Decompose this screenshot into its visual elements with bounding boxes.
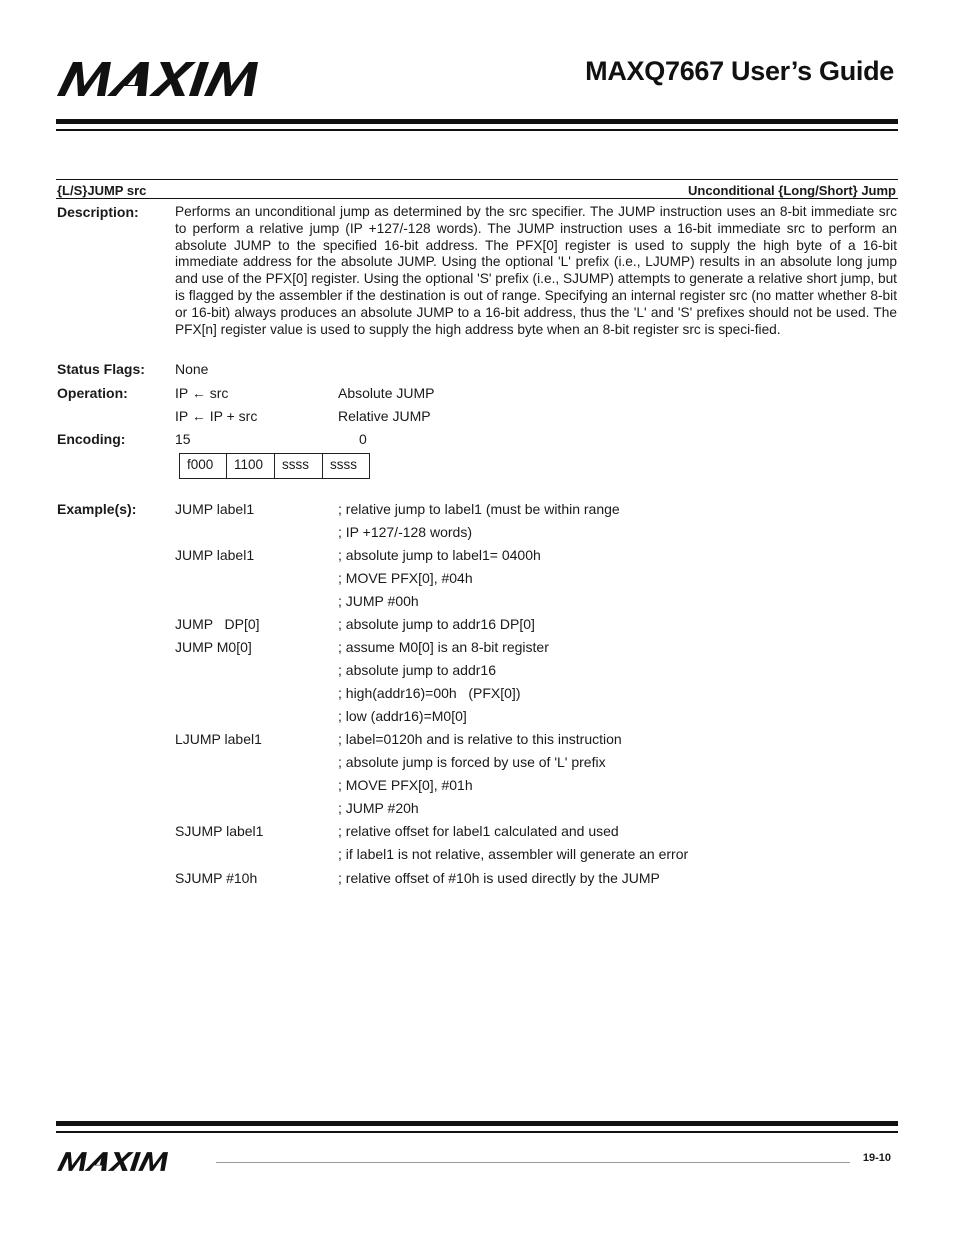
example-comment: ; JUMP #20h xyxy=(338,800,419,816)
operation-label: Operation: xyxy=(57,385,128,401)
description-text: Performs an unconditional jump as determined by the src specifier. The JUMP instruction uses an 8-bit immediate src to perform a relative jump (IP +127/-128 words). The JUMP instruction uses a 16-bit immediate src to perform an absolute JUMP to the specified 16-bit address. The PFX[0] register is used to supply the high byte of a 16-bit immediate address for the absolute JUMP. Using the optional 'L' prefix (i.e., LJUMP) results in an absolute long jump and use of the PFX[0] register. Using the optional 'S' prefix (i.e., SJUMP) attempts to generate a relative short jump, but is flagged by the assembler if the destination is out of range. Specifying an internal register src (no matter whether 8-bit or 16-bit) always produces an absolute JUMP to a 16-bit address, thus the 'L' and 'S' prefixes should not be used. The PFX[n] register value is used to supply the high address byte when an 8-bit register src is speci-fied. xyxy=(175,204,897,337)
maxim-footer-logo xyxy=(57,1152,205,1171)
example-code: SJUMP #10h xyxy=(175,870,258,886)
instruction-bottom-rule xyxy=(56,198,898,199)
example-comment: ; MOVE PFX[0], #04h xyxy=(338,570,473,586)
operation-note: Relative JUMP xyxy=(338,408,431,424)
example-code: LJUMP label1 xyxy=(175,731,262,747)
encoding-msb: 15 xyxy=(175,431,191,447)
example-comment: ; high(addr16)=00h (PFX[0]) xyxy=(338,685,521,701)
example-comment: ; absolute jump to addr16 xyxy=(338,662,496,678)
description-label: Description: xyxy=(57,204,139,220)
example-code: JUMP M0[0] xyxy=(175,639,252,655)
instruction-name: Unconditional {Long/Short} Jump xyxy=(688,183,896,198)
header-rule-thin xyxy=(56,129,898,131)
instruction-mnemonic: {L/S}JUMP src xyxy=(57,183,147,198)
example-comment: ; absolute jump is forced by use of 'L' prefix xyxy=(338,754,606,770)
encoding-field: f000 xyxy=(180,454,227,478)
example-code: SJUMP label1 xyxy=(175,823,264,839)
encoding-lsb: 0 xyxy=(359,431,367,447)
example-code: JUMP DP[0] xyxy=(175,616,260,632)
encoding-table xyxy=(179,453,370,479)
footer-rule xyxy=(56,1121,898,1126)
example-code: JUMP label1 xyxy=(175,547,255,563)
encoding-field: ssss xyxy=(330,457,357,472)
example-comment: ; relative jump to label1 (must be within range xyxy=(338,501,620,517)
status-flags-value: None xyxy=(175,361,209,377)
example-comment: ; relative offset for label1 calculated and used xyxy=(338,823,619,839)
footer-rule-thin xyxy=(56,1131,898,1133)
example-comment: ; label=0120h and is relative to this instruction xyxy=(338,731,622,747)
operation-expr: IP ← IP + src xyxy=(175,408,258,424)
encoding-label: Encoding: xyxy=(57,431,126,447)
operation-note: Absolute JUMP xyxy=(338,385,435,401)
example-comment: ; IP +127/-128 words) xyxy=(338,524,472,540)
header-rule xyxy=(56,119,898,124)
encoding-field: 1100 xyxy=(227,454,275,478)
example-comment: ; absolute jump to label1= 0400h xyxy=(338,547,541,563)
example-comment: ; relative offset of #10h is used directly by the JUMP xyxy=(338,870,660,886)
document-title: MAXQ7667 User’s Guide xyxy=(585,56,894,86)
example-comment: ; if label1 is not relative, assembler will generate an error xyxy=(338,846,689,862)
page-number: 19-10 xyxy=(862,1152,891,1164)
operation-expr: IP ← src xyxy=(175,385,229,401)
example-comment: ; assume M0[0] is an 8-bit register xyxy=(338,639,549,655)
example-comment: ; low (addr16)=M0[0] xyxy=(338,708,467,724)
example-comment: ; MOVE PFX[0], #01h xyxy=(338,777,473,793)
examples-label: Example(s): xyxy=(57,501,137,517)
instruction-top-rule xyxy=(56,179,898,180)
example-comment: ; absolute jump to addr16 DP[0] xyxy=(338,616,535,632)
example-comment: ; JUMP #00h xyxy=(338,593,419,609)
footer-divider xyxy=(216,1162,850,1163)
status-flags-label: Status Flags: xyxy=(57,361,145,377)
example-code: JUMP label1 xyxy=(175,501,255,517)
maxim-logo xyxy=(57,62,325,96)
encoding-field: ssss xyxy=(275,454,323,478)
